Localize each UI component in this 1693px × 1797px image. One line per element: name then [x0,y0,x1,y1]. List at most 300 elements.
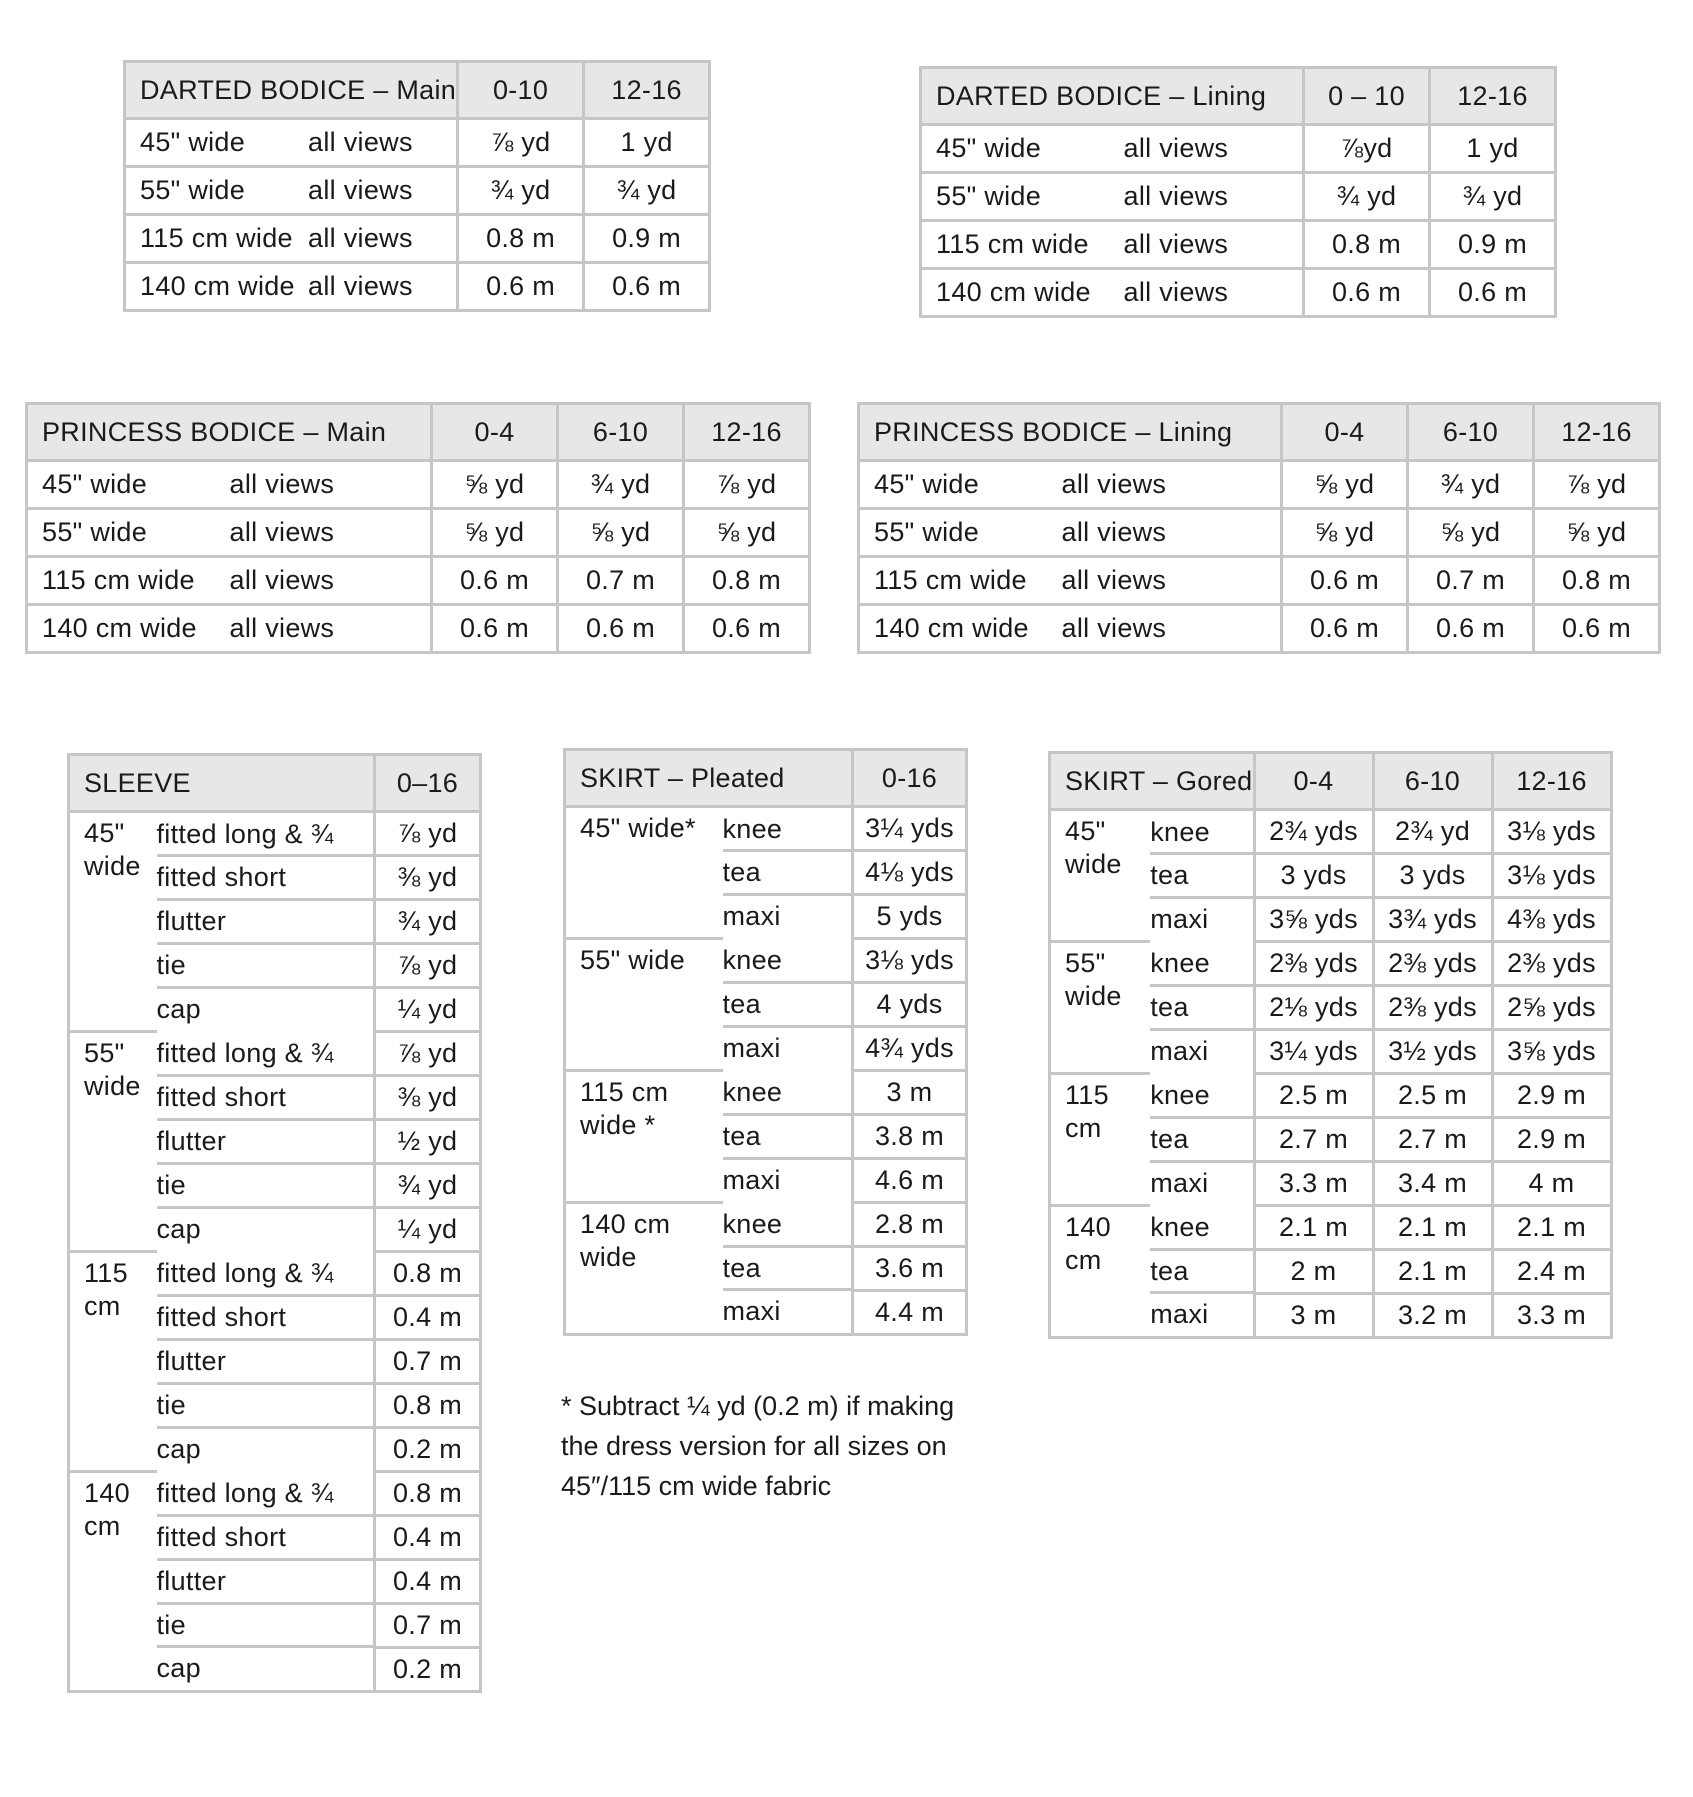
table-row [69,1252,481,1296]
table-row [27,557,810,605]
table-header [859,404,1660,461]
style-cell [723,895,853,939]
yardage-cell: 3¼ yds [1254,1030,1373,1074]
table-row [1050,1206,1612,1250]
yardage-cell: 0.6 m [684,605,810,653]
table-header [125,62,710,119]
yardage-cell: 2⅜ yds [1254,942,1373,986]
yardage-cell: 4⅜ yds [1492,898,1611,942]
table-row [69,1032,481,1076]
table-row [125,215,710,263]
yardage-cell: 3¼ yds [853,807,967,851]
table-row [125,263,710,311]
yardage-cell: 2⅛ yds [1254,986,1373,1030]
size-column-header: 0-16 [853,750,967,807]
table-header [69,755,481,812]
style-cell [723,1203,853,1247]
yardage-cell: ⅝ yd [558,509,684,557]
table-row [1050,942,1612,986]
yardage-cell: 0.6 m [458,263,584,311]
yardage-cell: ¼ yd [375,988,481,1032]
yardage-cell: 2.1 m [1254,1206,1373,1250]
yardage-cell: 0.4 m [375,1296,481,1340]
fabric-width-cell: 55" wide [69,1032,157,1252]
fabric-width-cell: 55" wide [27,509,230,557]
yardage-cell: 1 yd [584,119,710,167]
view-cell: all views [230,509,432,557]
size-column-header: 6-10 [1373,753,1492,810]
yardage-cell: ⅝ yd [1282,461,1408,509]
style-label: tie [157,1602,374,1646]
skirt-pleated-footnote: * Subtract ¼ yd (0.2 m) if making the dress version for all sizes on 45″/115 cm wide fabric [561,1391,955,1501]
style-label: fitted short [157,854,374,898]
yardage-cell: 0.6 m [558,605,684,653]
yardage-cell: 0.8 m [375,1472,481,1516]
size-column-header: 0-4 [1254,753,1373,810]
style-cell [723,1115,853,1159]
header-row [859,404,1660,461]
header-row [125,62,710,119]
fabric-width-cell: 55" wide [859,509,1062,557]
yardage-cell: ⅝ yd [1282,509,1408,557]
yardage-cell: ¾ yd [375,900,481,944]
style-cell [157,1120,375,1164]
view-cell: all views [1124,125,1304,173]
table-title: SKIRT – Gored [1050,753,1255,810]
yardage-cell: 2⅜ yds [1373,986,1492,1030]
style-cell [157,1076,375,1120]
table-row [921,221,1556,269]
table-body [1050,810,1612,1338]
size-column-header: 12-16 [1492,753,1611,810]
yardage-cell: ⅜ yd [375,856,481,900]
yardage-cell: ⅞ yd [375,1032,481,1076]
yardage-cell: 0.2 m [375,1648,481,1692]
style-cell [157,1252,375,1296]
view-cell: all views [1124,221,1304,269]
yardage-cell: 2.1 m [1373,1206,1492,1250]
princess-bodice-lining-table [857,402,1661,654]
yardage-cell: 0.2 m [375,1428,481,1472]
style-label: cap [157,1206,374,1250]
yardage-cell: 0.6 m [1304,269,1430,317]
yardage-cell: 2.7 m [1373,1118,1492,1162]
yardage-cell: ⅝ yd [432,461,558,509]
yardage-cell: 0.8 m [375,1252,481,1296]
yardage-cell: ⅞ yd [375,944,481,988]
darted-bodice-lining-table [919,66,1557,318]
style-cell [1150,854,1254,898]
style-label: tea [1150,1248,1252,1292]
yardage-cell: ¾ yd [1408,461,1534,509]
style-cell [723,1159,853,1203]
style-label: tea [1150,852,1252,896]
style-label: knee [1150,1212,1210,1242]
yardage-cell: 4⅛ yds [853,851,967,895]
yardage-cell: 2.4 m [1492,1250,1611,1294]
view-cell: all views [1062,557,1282,605]
style-label: maxi [1150,1160,1252,1204]
size-column-header: 0-10 [458,62,584,119]
style-label: maxi [1150,1028,1252,1072]
yardage-cell: 4 yds [853,983,967,1027]
style-cell [157,1604,375,1648]
fabric-width-cell: 45" wide [125,119,309,167]
style-label: knee [722,1209,783,1239]
fabric-width-cell: 45" wide [921,125,1124,173]
style-cell [1150,898,1254,942]
style-label: fitted short [157,1294,374,1338]
style-label: tea [1150,1116,1252,1160]
fabric-width-cell: 115 cm wide [859,557,1062,605]
style-label: knee [722,945,783,975]
fabric-width-cell: 115 cm [1050,1074,1151,1206]
yardage-cell: 5 yds [853,895,967,939]
style-cell [723,1071,853,1115]
style-cell [157,1428,375,1472]
style-label: fitted long & ¾ [156,1038,334,1068]
style-label: maxi [723,1157,852,1201]
table-row [565,1071,967,1115]
style-label: flutter [157,1558,374,1602]
yardage-cell: 2⅜ yds [1373,942,1492,986]
yardage-cell: 0.8 m [684,557,810,605]
view-cell: all views [308,119,458,167]
size-column-header: 0-4 [1282,404,1408,461]
size-column-header: 12-16 [584,62,710,119]
fabric-width-cell: 45" wide [1050,810,1151,942]
fabric-width-cell: 115 cm wide [27,557,230,605]
view-cell: all views [308,167,458,215]
yardage-cell: ⅞yd [1304,125,1430,173]
style-cell [157,1208,375,1252]
yardage-cell: 2¾ yd [1373,810,1492,854]
table-row [565,1203,967,1247]
yardage-cell: 2.9 m [1492,1074,1611,1118]
table-row [921,173,1556,221]
style-cell [157,1164,375,1208]
style-cell [157,900,375,944]
table-title: DARTED BODICE – Lining [921,68,1304,125]
style-label: flutter [157,1118,374,1162]
yardage-cell: 0.6 m [584,263,710,311]
fabric-width-cell: 115 cm wide * [565,1071,723,1203]
table-row [921,269,1556,317]
style-cell [1150,1118,1254,1162]
yardage-cell: 0.7 m [375,1340,481,1384]
yardage-cell: ⅞ yd [1534,461,1660,509]
style-label: knee [1150,948,1210,978]
yardage-cell: 4¾ yds [853,1027,967,1071]
yardage-cell: 0.6 m [1282,557,1408,605]
yardage-cell: 4.6 m [853,1159,967,1203]
yardage-cell: 2⅝ yds [1492,986,1611,1030]
style-label: maxi [723,1288,852,1332]
style-label: tie [157,1382,374,1426]
style-cell [1150,986,1254,1030]
fabric-width-cell: 140 cm wide [565,1203,723,1335]
yardage-cell: 3 m [853,1071,967,1115]
yardage-cell: 3 yds [1254,854,1373,898]
table-body [921,125,1556,317]
style-label: fitted long & ¾ [156,1478,334,1508]
style-cell [1150,942,1254,986]
style-label: tea [1150,984,1252,1028]
yardage-cell: 3 yds [1373,854,1492,898]
style-cell [723,807,853,851]
table-body [565,807,967,1335]
fabric-width-cell: 115 cm [69,1252,157,1472]
style-cell [1150,1250,1254,1294]
style-cell [157,1296,375,1340]
yardage-cell: ¾ yd [558,461,684,509]
size-column-header: 12-16 [684,404,810,461]
style-cell [1150,810,1254,854]
yardage-cell: ⅝ yd [1408,509,1534,557]
style-cell [723,1291,853,1335]
yardage-cell: 0.6 m [432,557,558,605]
table-header [565,750,967,807]
table-header [27,404,810,461]
style-label: fitted short [157,1514,374,1558]
header-row [69,755,481,812]
yardage-cell: 3.6 m [853,1247,967,1291]
fabric-width-cell: 45" wide [69,812,157,1032]
fabric-width-cell: 45" wide [27,461,230,509]
yardage-cell: 2.5 m [1254,1074,1373,1118]
fabric-width-cell: 45" wide* [565,807,723,939]
yardage-cell: 2.1 m [1492,1206,1611,1250]
style-cell [157,1032,375,1076]
style-label: maxi [723,893,852,937]
yardage-cell: 2.9 m [1492,1118,1611,1162]
size-column-header: 12-16 [1534,404,1660,461]
yardage-cell: 0.7 m [375,1604,481,1648]
princess-bodice-main-table [25,402,811,654]
table-row [1050,1074,1612,1118]
yardage-cell: 3⅛ yds [853,939,967,983]
size-column-header: 12-16 [1430,68,1556,125]
style-label: tie [157,942,374,986]
size-column-header: 6-10 [1408,404,1534,461]
yardage-cell: ⅝ yd [684,509,810,557]
header-row [921,68,1556,125]
size-column-header: 6-10 [558,404,684,461]
size-column-header: 0–16 [375,755,481,812]
yardage-cell: ¾ yd [1430,173,1556,221]
style-label: fitted short [157,1074,374,1118]
yardage-cell: 0.9 m [584,215,710,263]
yardage-cell: 3.3 m [1254,1162,1373,1206]
style-cell [157,1648,375,1692]
view-cell: all views [308,215,458,263]
yardage-cell: ¾ yd [1304,173,1430,221]
style-label: tea [723,981,852,1025]
style-label: cap [157,1645,374,1689]
table-title: DARTED BODICE – Main [125,62,458,119]
yardage-cell: ¾ yd [584,167,710,215]
style-cell [723,1247,853,1291]
yardage-cell: 2⅜ yds [1492,942,1611,986]
fabric-width-cell: 140 cm wide [859,605,1062,653]
fabric-width-cell: 55" wide [565,939,723,1071]
skirt-gored-table [1048,751,1613,1339]
style-cell [157,1340,375,1384]
yardage-cell: 0.4 m [375,1560,481,1604]
style-cell [723,983,853,1027]
table-row [69,812,481,856]
yardage-cell: ¼ yd [375,1208,481,1252]
style-label: tea [723,1245,852,1289]
yardage-cell: 2 m [1254,1250,1373,1294]
view-cell: all views [1062,509,1282,557]
table-row [27,605,810,653]
style-label: knee [722,1077,783,1107]
table-header [921,68,1556,125]
style-label: flutter [157,898,374,942]
fabric-width-cell: 140 cm wide [125,263,309,311]
style-label: fitted long & ¾ [156,818,334,849]
style-cell [1150,1074,1254,1118]
style-label: cap [157,1426,374,1470]
style-label: tie [157,1162,374,1206]
style-label: cap [157,986,374,1030]
table-row [1050,810,1612,854]
yardage-cell: 3 m [1254,1294,1373,1338]
yardage-cell: 3¾ yds [1373,898,1492,942]
yardage-cell: 0.6 m [1408,605,1534,653]
style-cell [157,944,375,988]
fabric-width-cell: 115 cm wide [921,221,1124,269]
table-row [125,167,710,215]
style-cell [157,812,375,856]
view-cell: all views [1124,173,1304,221]
style-cell [1150,1162,1254,1206]
yardage-cell: 2¾ yds [1254,810,1373,854]
style-label: maxi [1150,1291,1252,1335]
yardage-cell: ⅜ yd [375,1076,481,1120]
yardage-cell: 3.8 m [853,1115,967,1159]
style-label: fitted long & ¾ [156,1258,334,1288]
yardage-cell: 0.7 m [558,557,684,605]
yardage-cell: ⅞ yd [684,461,810,509]
yardage-cell: 0.8 m [1534,557,1660,605]
table-body [125,119,710,311]
darted-bodice-main-table [123,60,711,312]
yardage-cell: ⅞ yd [458,119,584,167]
table-row [69,1472,481,1516]
yardage-cell: ⅝ yd [432,509,558,557]
yardage-cell: 3⅝ yds [1254,898,1373,942]
header-row [1050,753,1612,810]
fabric-width-cell: 140 cm [1050,1206,1151,1338]
fabric-width-cell: 140 cm wide [27,605,230,653]
fabric-width-cell: 55" wide [125,167,309,215]
yardage-cell: 0.7 m [1408,557,1534,605]
style-cell [157,1560,375,1604]
view-cell: all views [1124,269,1304,317]
view-cell: all views [230,557,432,605]
yardage-cell: 0.9 m [1430,221,1556,269]
fabric-width-cell: 115 cm wide [125,215,309,263]
yardage-cell: 2.8 m [853,1203,967,1247]
header-row [27,404,810,461]
style-cell [157,1516,375,1560]
yardage-cell: 0.4 m [375,1516,481,1560]
style-label: tea [723,849,852,893]
style-label: maxi [1150,896,1252,940]
yardage-cell: 3⅛ yds [1492,854,1611,898]
yardage-cell: 3½ yds [1373,1030,1492,1074]
table-title: PRINCESS BODICE – Main [27,404,432,461]
yardage-cell: 0.8 m [458,215,584,263]
table-header [1050,753,1612,810]
style-cell [723,939,853,983]
view-cell: all views [1062,605,1282,653]
style-label: tea [723,1113,852,1157]
style-cell [157,1384,375,1428]
style-label: flutter [157,1338,374,1382]
yardage-cell: 2.1 m [1373,1250,1492,1294]
table-row [565,939,967,983]
table-title: PRINCESS BODICE – Lining [859,404,1282,461]
style-cell [1150,1294,1254,1338]
view-cell: all views [230,461,432,509]
table-row [125,119,710,167]
table-body [27,461,810,653]
yardage-cell: 2.7 m [1254,1118,1373,1162]
yardage-cell: ¾ yd [375,1164,481,1208]
table-row [565,807,967,851]
yardage-cell: 0.8 m [375,1384,481,1428]
yardage-cell: 3.2 m [1373,1294,1492,1338]
style-cell [157,988,375,1032]
style-cell [157,856,375,900]
yardage-cell: ⅞ yd [375,812,481,856]
table-row [859,509,1660,557]
table-title: SKIRT – Pleated [565,750,853,807]
yardage-cell: 3⅛ yds [1492,810,1611,854]
fabric-width-cell: 45" wide [859,461,1062,509]
fabric-width-cell: 140 cm [69,1472,157,1692]
table-row [859,557,1660,605]
yardage-cell: 0.6 m [432,605,558,653]
yardage-cell: 4 m [1492,1162,1611,1206]
yardage-cell: 0.6 m [1534,605,1660,653]
table-row [27,509,810,557]
yardage-cell: 3⅝ yds [1492,1030,1611,1074]
style-cell [723,851,853,895]
style-label: maxi [723,1025,852,1069]
yardage-cell: ½ yd [375,1120,481,1164]
view-cell: all views [308,263,458,311]
style-cell [723,1027,853,1071]
sleeve-table [67,753,482,1693]
skirt-pleated-table [563,748,968,1336]
style-label: knee [1150,1080,1210,1110]
yardage-cell: 0.8 m [1304,221,1430,269]
yardage-cell: 1 yd [1430,125,1556,173]
table-row [921,125,1556,173]
table-body [69,812,481,1692]
yardage-cell: 0.6 m [1430,269,1556,317]
view-cell: all views [1062,461,1282,509]
table-body [859,461,1660,653]
header-row [565,750,967,807]
yardage-cell: 0.6 m [1282,605,1408,653]
yardage-cell: 3.3 m [1492,1294,1611,1338]
style-cell [157,1472,375,1516]
